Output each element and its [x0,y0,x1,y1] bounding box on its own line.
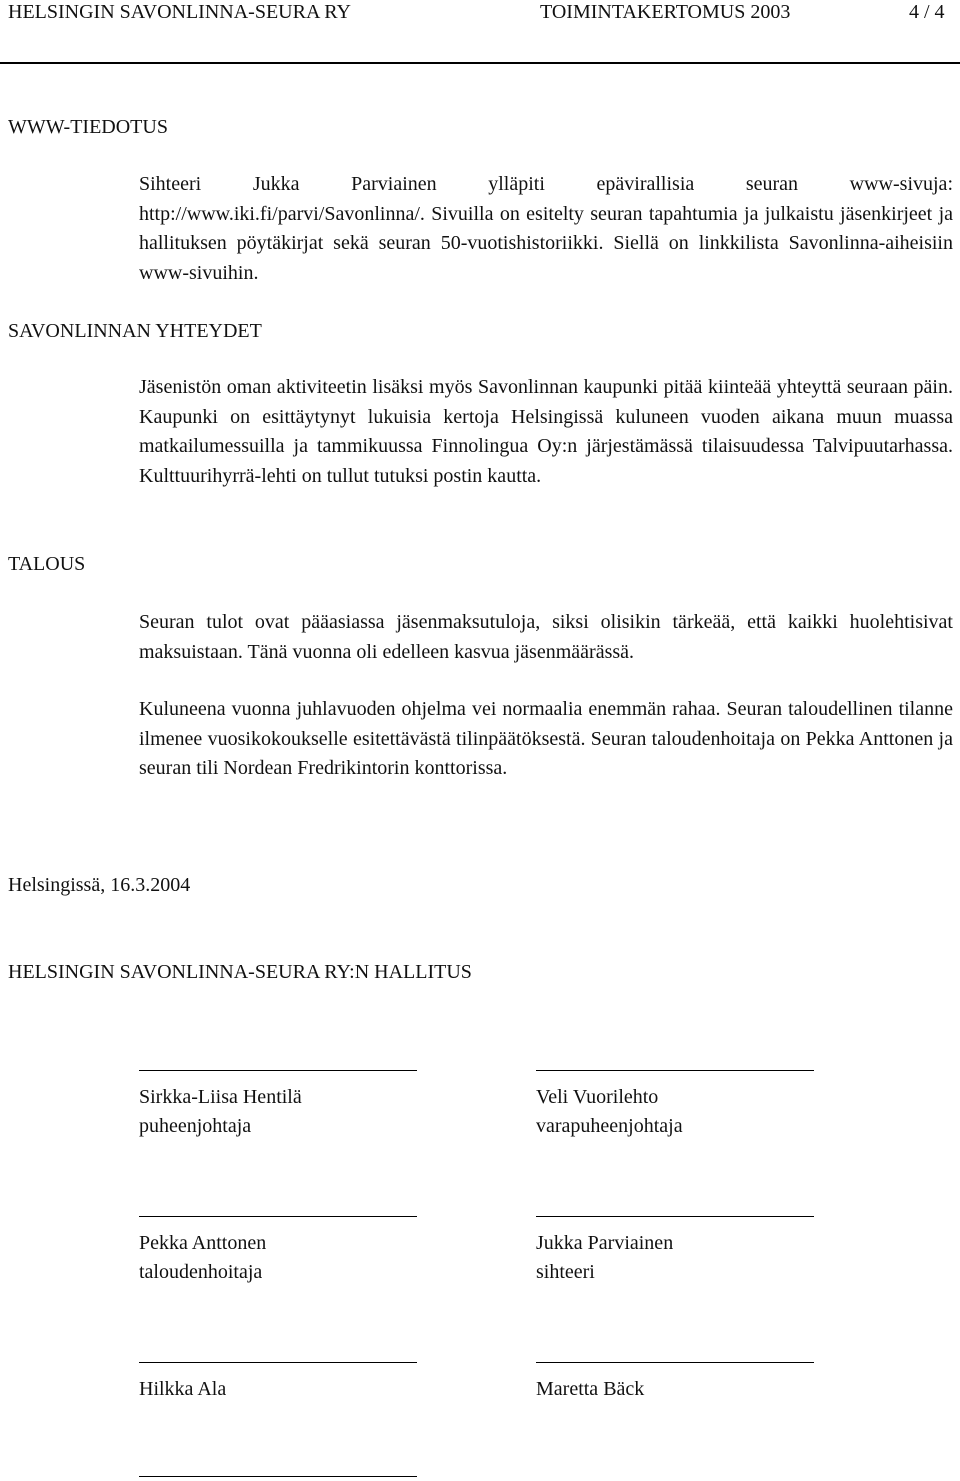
signature-line [139,1362,417,1363]
signatory-name: Maretta Bäck [536,1378,645,1400]
section-talous-paragraph-2: Kuluneena vuonna juhlavuoden ohjelma vei normaalia enemmän rahaa. Seuran taloudellinen tilanne ilmenee vuosikokoukselle esitettävästä tilinpäätöksestä. Seuran taloudenhoitaja on Pekka Anttonen ja seuran tili Nordean Fredrikintorin konttorissa. [139,698,953,779]
signature-line [139,1216,417,1217]
header-report-title: TOIMINTAKERTOMUS 2003 [540,1,791,23]
header-rule [0,62,960,64]
section-heading-www: WWW-TIEDOTUS [8,116,168,138]
board-title: HELSINGIN SAVONLINNA-SEURA RY:N HALLITUS [8,961,472,983]
signatory-role: puheenjohtaja [139,1115,252,1137]
signature-block [536,1362,826,1404]
signature-block [139,1362,429,1404]
signatory-name: Jukka Parviainen [536,1232,674,1254]
signature-line [536,1362,814,1363]
signature-line [139,1476,417,1477]
section-www-paragraph: Sihteeri Jukka Parviainen ylläpiti epävirallisia seuran www-sivuja: http://www.iki.fi/parvi/Savonlinna/. Sivuilla on esitelty seuran tapahtumia ja julkaistu jäsenkirjeet ja hallituksen pöytäkirjat sekä seuran 50-vuotishistoriikki. Siellä on linkkilista Savonlinna-aiheisiin www-sivuihin. [139,173,953,284]
signatory-name: Veli Vuorilehto [536,1086,659,1108]
signature-block [139,1070,429,1141]
section-heading-yhteydet: SAVONLINNAN YHTEYDET [8,320,262,342]
signatory-role: sihteeri [536,1261,595,1283]
signatory-role: taloudenhoitaja [139,1261,263,1283]
section-heading-talous: TALOUS [8,553,86,575]
header-organization: HELSINGIN SAVONLINNA-SEURA RY [8,1,351,23]
signature-block [536,1070,826,1141]
section-talous-paragraph-1: Seuran tulot ovat pääasiassa jäsenmaksutuloja, siksi olisikin tärkeää, että kaikki huolehtisivat maksuistaan. Tänä vuonna oli edelleen kasvua jäsenmäärässä. [139,611,953,663]
signature-block [139,1216,429,1287]
signatory-name: Pekka Anttonen [139,1232,267,1254]
signature-line [139,1070,417,1071]
place-date: Helsingissä, 16.3.2004 [8,874,191,896]
signature-line [536,1216,814,1217]
header-page-number: 4 / 4 [909,1,945,23]
signatory-role: varapuheenjohtaja [536,1115,683,1137]
signatory-name: Sirkka-Liisa Hentilä [139,1086,302,1108]
signatory-name: Hilkka Ala [139,1378,227,1400]
signature-line [536,1070,814,1071]
section-yhteydet-paragraph: Jäsenistön oman aktiviteetin lisäksi myös Savonlinnan kaupunki pitää kiinteää yhteyttä seuraan päin. Kaupunki on esittäytynyt lukuisia kertoja Helsingissä kuluneen vuoden aikana muun muassa matkailumessuilla ja tammikuussa Finnolingua Oy:n järjestämässä tilaisuudessa Talvipuutarhassa. Kulttuurihyrrä-lehti on tullut tutuksi postin kautta. [139,376,953,487]
signature-block [536,1216,826,1287]
